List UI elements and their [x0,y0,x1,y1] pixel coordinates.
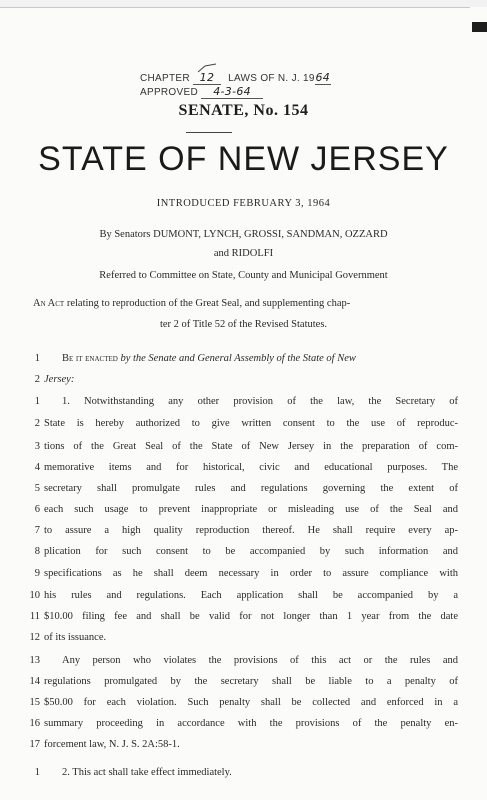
line-number: 9 [34,568,40,579]
line-number: 17 [29,739,40,750]
line-number: 14 [29,676,40,687]
bill-text-line: regulations promulgated by the secretary shall be liable to a penalty of [44,676,458,687]
handwritten-check-mark [196,62,220,74]
scan-corner-mark [472,22,487,32]
title-rule [186,132,232,133]
line-number: 1 [34,396,40,407]
bill-text-line: forcement law, N. J. S. 2A:58-1. [44,739,180,750]
scan-top-edge [0,0,487,7]
line-number: 6 [34,504,40,515]
chapter-stamp [140,71,331,85]
line-number: 3 [34,441,40,452]
bill-text-line: $10.00 filing fee and shall be valid for not longer than 1 year from the date [44,611,458,622]
chapter-label: CHAPTER [140,73,190,84]
bill-text-line: each such usage to prevent inappropriate or misleading use of the Seal and [44,504,458,515]
bill-text-line: his rules and regulations. Each application shall be accompanied by a [44,590,458,601]
line-number: 2 [34,374,40,385]
bill-text-line: $50.00 for each violation. Such penalty shall be collected and enforced in a [44,697,458,708]
act-title-rest: relating to reproduction of the Great Seal, and supplementing chap- [64,298,351,309]
line-number: 12 [29,632,40,643]
line-number: 8 [34,546,40,557]
sponsors-line-2: and RIDOLFI [213,248,274,259]
act-word: An Act [33,298,65,309]
line-number: 13 [29,655,40,666]
enacting-clause-line-1 [62,353,356,364]
bill-text-line: 1. Notwithstanding any other provision of the law, the Secretary of [62,396,458,407]
senate-bill-number: SENATE, No. 154 [178,102,309,119]
bill-text-line: secretary shall promulgate rules and regulations governing the extent of [44,483,458,494]
line-number: 2 [34,418,40,429]
line-number: 1 [34,767,40,778]
bill-text-line: of its issuance. [44,632,107,643]
approved-date: 4-3-64 [201,85,263,99]
committee-referral: Referred to Committee on State, County and Municipal Government [99,270,388,281]
chapter-number: 12 [193,71,221,85]
introduced-date: INTRODUCED FEBRUARY 3, 1964 [156,198,331,209]
bill-text-line: Any person who violates the provisions of this act or the rules and [62,655,458,666]
laws-year: 64 [315,71,331,84]
line-number: 10 [29,590,40,601]
approved-stamp [140,85,263,99]
approved-label: APPROVED [140,87,198,98]
enacting-rest: by the Senate and General Assembly of the State of New [117,353,356,364]
sponsors-line-1: By Senators DUMONT, LYNCH, GROSSI, SANDMAN, OZZARD [99,229,388,240]
act-title-line-2: ter 2 of Title 52 of the Revised Statutes. [159,319,328,330]
scan-top-line [0,7,470,8]
bill-text-line: tions of the Great Seal of the State of New Jersey in the preparation of com- [44,441,458,452]
line-number: 11 [29,611,40,622]
laws-label: LAWS OF N. J. 19 [228,73,315,84]
bill-text-line: 2. This act shall take effect immediately. [62,767,232,778]
enacting-prefix: Be it enacted [62,353,118,364]
bill-text-line: specifications as he shall deem necessary in order to assure compliance with [44,568,458,579]
bill-text-line: memorative items and for historical, civic and educational purposes. The [44,462,458,473]
act-title-line-1 [33,298,350,309]
line-number: 7 [34,525,40,536]
bill-text-line: summary proceeding in accordance with the provisions of the penalty en- [44,718,458,729]
line-number: 15 [29,697,40,708]
enacting-clause-line-2: Jersey: [44,374,75,385]
line-number: 4 [34,462,40,473]
line-number: 16 [29,718,40,729]
bill-text-line: plication for such consent to be accompanied by such information and [44,546,458,557]
state-heading: STATE OF NEW JERSEY [38,140,449,178]
line-number: 1 [34,353,40,364]
bill-text-line: State is hereby authorized to give written consent to the use of reproduc- [44,418,458,429]
line-number: 5 [34,483,40,494]
bill-text-line: to assure a high quality reproduction thereof. He shall require every ap- [44,525,458,536]
